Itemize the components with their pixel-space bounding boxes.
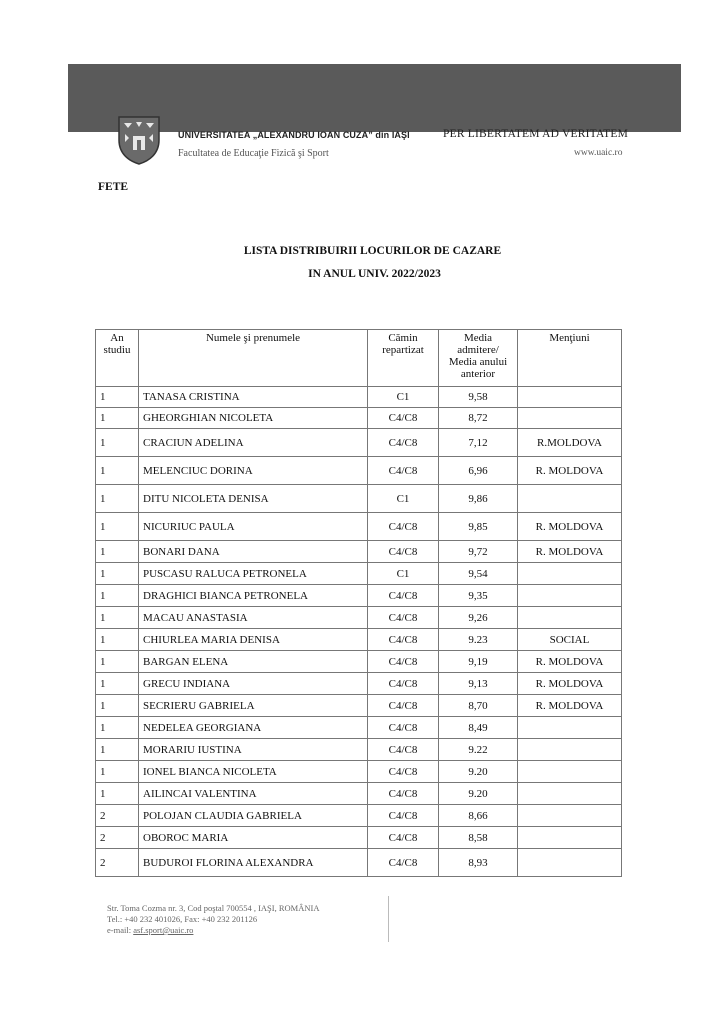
header-mentiuni: Menţiuni	[518, 330, 622, 387]
table-row	[96, 739, 622, 761]
table-row	[96, 805, 622, 827]
cell-camin: C1	[368, 485, 439, 513]
cell-nume: GRECU INDIANA	[139, 673, 368, 695]
cell-media: 9.23	[439, 629, 518, 651]
cell-nume: BARGAN ELENA	[139, 651, 368, 673]
table-row	[96, 783, 622, 805]
cell-nume: DITU NICOLETA DENISA	[139, 485, 368, 513]
cell-nume: CHIURLEA MARIA DENISA	[139, 629, 368, 651]
cell-media: 9,58	[439, 387, 518, 408]
header-media-line1: Media	[463, 332, 493, 344]
cell-media: 9,72	[439, 541, 518, 563]
university-motto: PER LIBERTATEM AD VERITATEM	[443, 128, 629, 140]
cell-mentiuni: R.MOLDOVA	[518, 429, 622, 457]
cell-nume: GHEORGHIAN NICOLETA	[139, 408, 368, 429]
header-an-line2: studiu	[103, 344, 131, 356]
faculty-name: Facultatea de Educaţie Fizică şi Sport	[178, 148, 329, 159]
footer-email-line	[107, 925, 319, 936]
document-title: LISTA DISTRIBUIRII LOCURILOR DE CAZARE	[243, 245, 502, 257]
cell-camin: C4/C8	[368, 541, 439, 563]
accommodation-table	[95, 329, 622, 877]
cell-an: 1	[96, 457, 139, 485]
cell-an: 2	[96, 805, 139, 827]
section-label: FETE	[98, 181, 129, 193]
cell-camin: C4/C8	[368, 585, 439, 607]
cell-nume: NICURIUC PAULA	[139, 513, 368, 541]
table-row	[96, 585, 622, 607]
header-media-line3: Media anului	[448, 356, 508, 368]
cell-mentiuni: R. MOLDOVA	[518, 673, 622, 695]
cell-mentiuni	[518, 783, 622, 805]
table-row	[96, 629, 622, 651]
cell-nume: MELENCIUC DORINA	[139, 457, 368, 485]
table-row	[96, 408, 622, 429]
cell-camin: C4/C8	[368, 513, 439, 541]
cell-nume: DRAGHICI BIANCA PETRONELA	[139, 585, 368, 607]
cell-camin: C4/C8	[368, 849, 439, 877]
university-crest-icon	[116, 114, 162, 166]
cell-camin: C4/C8	[368, 457, 439, 485]
cell-an: 1	[96, 673, 139, 695]
cell-media: 9.20	[439, 783, 518, 805]
footer-phone: Tel.: +40 232 401026, Fax: +40 232 201126	[107, 914, 258, 924]
cell-nume: SECRIERU GABRIELA	[139, 695, 368, 717]
footer-email-label: e-mail:	[107, 925, 132, 935]
cell-an: 1	[96, 563, 139, 585]
cell-mentiuni	[518, 485, 622, 513]
cell-mentiuni	[518, 805, 622, 827]
cell-camin: C1	[368, 387, 439, 408]
cell-an: 2	[96, 827, 139, 849]
cell-nume: AILINCAI VALENTINA	[139, 783, 368, 805]
cell-nume: MORARIU IUSTINA	[139, 739, 368, 761]
cell-mentiuni	[518, 761, 622, 783]
table-row	[96, 563, 622, 585]
header-nume: Numele şi prenumele	[139, 330, 368, 387]
cell-an: 1	[96, 585, 139, 607]
cell-mentiuni: R. MOLDOVA	[518, 695, 622, 717]
cell-nume: IONEL BIANCA NICOLETA	[139, 761, 368, 783]
cell-camin: C4/C8	[368, 783, 439, 805]
table-row	[96, 457, 622, 485]
cell-camin: C4/C8	[368, 827, 439, 849]
cell-media: 9.22	[439, 739, 518, 761]
cell-media: 8,72	[439, 408, 518, 429]
cell-media: 8,93	[439, 849, 518, 877]
cell-mentiuni	[518, 849, 622, 877]
cell-media: 8,66	[439, 805, 518, 827]
cell-mentiuni	[518, 408, 622, 429]
table-row	[96, 541, 622, 563]
footer-email-link[interactable]: asf.sport@uaic.ro	[133, 925, 194, 935]
cell-camin: C4/C8	[368, 629, 439, 651]
cell-nume: NEDELEA GEORGIANA	[139, 717, 368, 739]
cell-mentiuni: R. MOLDOVA	[518, 651, 622, 673]
cell-an: 1	[96, 695, 139, 717]
cell-camin: C4/C8	[368, 651, 439, 673]
cell-mentiuni: SOCIAL	[518, 629, 622, 651]
cell-an: 1	[96, 651, 139, 673]
university-name: UNIVERSITATEA „ALEXANDRU IOAN CUZA” din IAŞI	[178, 130, 410, 140]
table-row	[96, 673, 622, 695]
cell-mentiuni	[518, 739, 622, 761]
cell-mentiuni	[518, 827, 622, 849]
cell-camin: C4/C8	[368, 717, 439, 739]
cell-an: 1	[96, 607, 139, 629]
cell-media: 9,19	[439, 651, 518, 673]
cell-nume: PUSCASU RALUCA PETRONELA	[139, 563, 368, 585]
cell-media: 9.20	[439, 761, 518, 783]
cell-nume: CRACIUN ADELINA	[139, 429, 368, 457]
table-row	[96, 827, 622, 849]
website-link[interactable]: www.uaic.ro	[574, 148, 623, 158]
cell-nume: BUDUROI FLORINA ALEXANDRA	[139, 849, 368, 877]
cell-mentiuni	[518, 717, 622, 739]
document-subtitle: IN ANUL UNIV. 2022/2023	[308, 268, 441, 280]
table-row	[96, 695, 622, 717]
cell-nume: OBOROC MARIA	[139, 827, 368, 849]
header-media-line4: anterior	[460, 368, 496, 380]
table-row	[96, 387, 622, 408]
header-an-line1: An	[110, 332, 124, 344]
table-row	[96, 651, 622, 673]
cell-an: 1	[96, 629, 139, 651]
table-header-row	[96, 330, 622, 387]
cell-camin: C1	[368, 563, 439, 585]
cell-media: 8,58	[439, 827, 518, 849]
cell-mentiuni: R. MOLDOVA	[518, 513, 622, 541]
header-media-line2: admitere/	[457, 344, 499, 356]
cell-camin: C4/C8	[368, 607, 439, 629]
cell-mentiuni: R. MOLDOVA	[518, 541, 622, 563]
cell-mentiuni	[518, 387, 622, 408]
cell-camin: C4/C8	[368, 408, 439, 429]
cell-media: 9,54	[439, 563, 518, 585]
cell-camin: C4/C8	[368, 805, 439, 827]
cell-media: 9,26	[439, 607, 518, 629]
cell-nume: TANASA CRISTINA	[139, 387, 368, 408]
header-camin-line2: repartizat	[382, 344, 424, 356]
header-camin-line1: Cămin	[388, 332, 418, 344]
table-row	[96, 513, 622, 541]
header-an-studiu	[96, 330, 139, 387]
cell-an: 1	[96, 761, 139, 783]
cell-mentiuni	[518, 585, 622, 607]
footer-divider	[388, 896, 389, 942]
cell-an: 1	[96, 429, 139, 457]
cell-media: 9,13	[439, 673, 518, 695]
table-row	[96, 429, 622, 457]
cell-an: 1	[96, 485, 139, 513]
cell-an: 1	[96, 717, 139, 739]
cell-nume: POLOJAN CLAUDIA GABRIELA	[139, 805, 368, 827]
cell-media: 8,49	[439, 717, 518, 739]
footer-address: Str. Toma Cozma nr. 3, Cod poştal 700554 , IAŞI, ROMÂNIA	[107, 903, 320, 913]
footer-contact	[107, 903, 319, 936]
table-row	[96, 607, 622, 629]
cell-media: 6,96	[439, 457, 518, 485]
cell-camin: C4/C8	[368, 695, 439, 717]
cell-mentiuni	[518, 607, 622, 629]
cell-an: 1	[96, 739, 139, 761]
cell-an: 1	[96, 541, 139, 563]
cell-camin: C4/C8	[368, 429, 439, 457]
cell-mentiuni	[518, 563, 622, 585]
cell-an: 1	[96, 513, 139, 541]
cell-media: 8,70	[439, 695, 518, 717]
cell-media: 7,12	[439, 429, 518, 457]
cell-camin: C4/C8	[368, 739, 439, 761]
table-row	[96, 761, 622, 783]
cell-media: 9,35	[439, 585, 518, 607]
cell-an: 1	[96, 387, 139, 408]
header-camin	[368, 330, 439, 387]
cell-media: 9,86	[439, 485, 518, 513]
table-body	[96, 387, 622, 877]
cell-an: 2	[96, 849, 139, 877]
cell-nume: BONARI DANA	[139, 541, 368, 563]
cell-camin: C4/C8	[368, 673, 439, 695]
cell-an: 1	[96, 783, 139, 805]
table-row	[96, 717, 622, 739]
table-row	[96, 849, 622, 877]
cell-an: 1	[96, 408, 139, 429]
table-row	[96, 485, 622, 513]
cell-media: 9,85	[439, 513, 518, 541]
cell-nume: MACAU ANASTASIA	[139, 607, 368, 629]
cell-mentiuni: R. MOLDOVA	[518, 457, 622, 485]
cell-camin: C4/C8	[368, 761, 439, 783]
header-media	[439, 330, 518, 387]
